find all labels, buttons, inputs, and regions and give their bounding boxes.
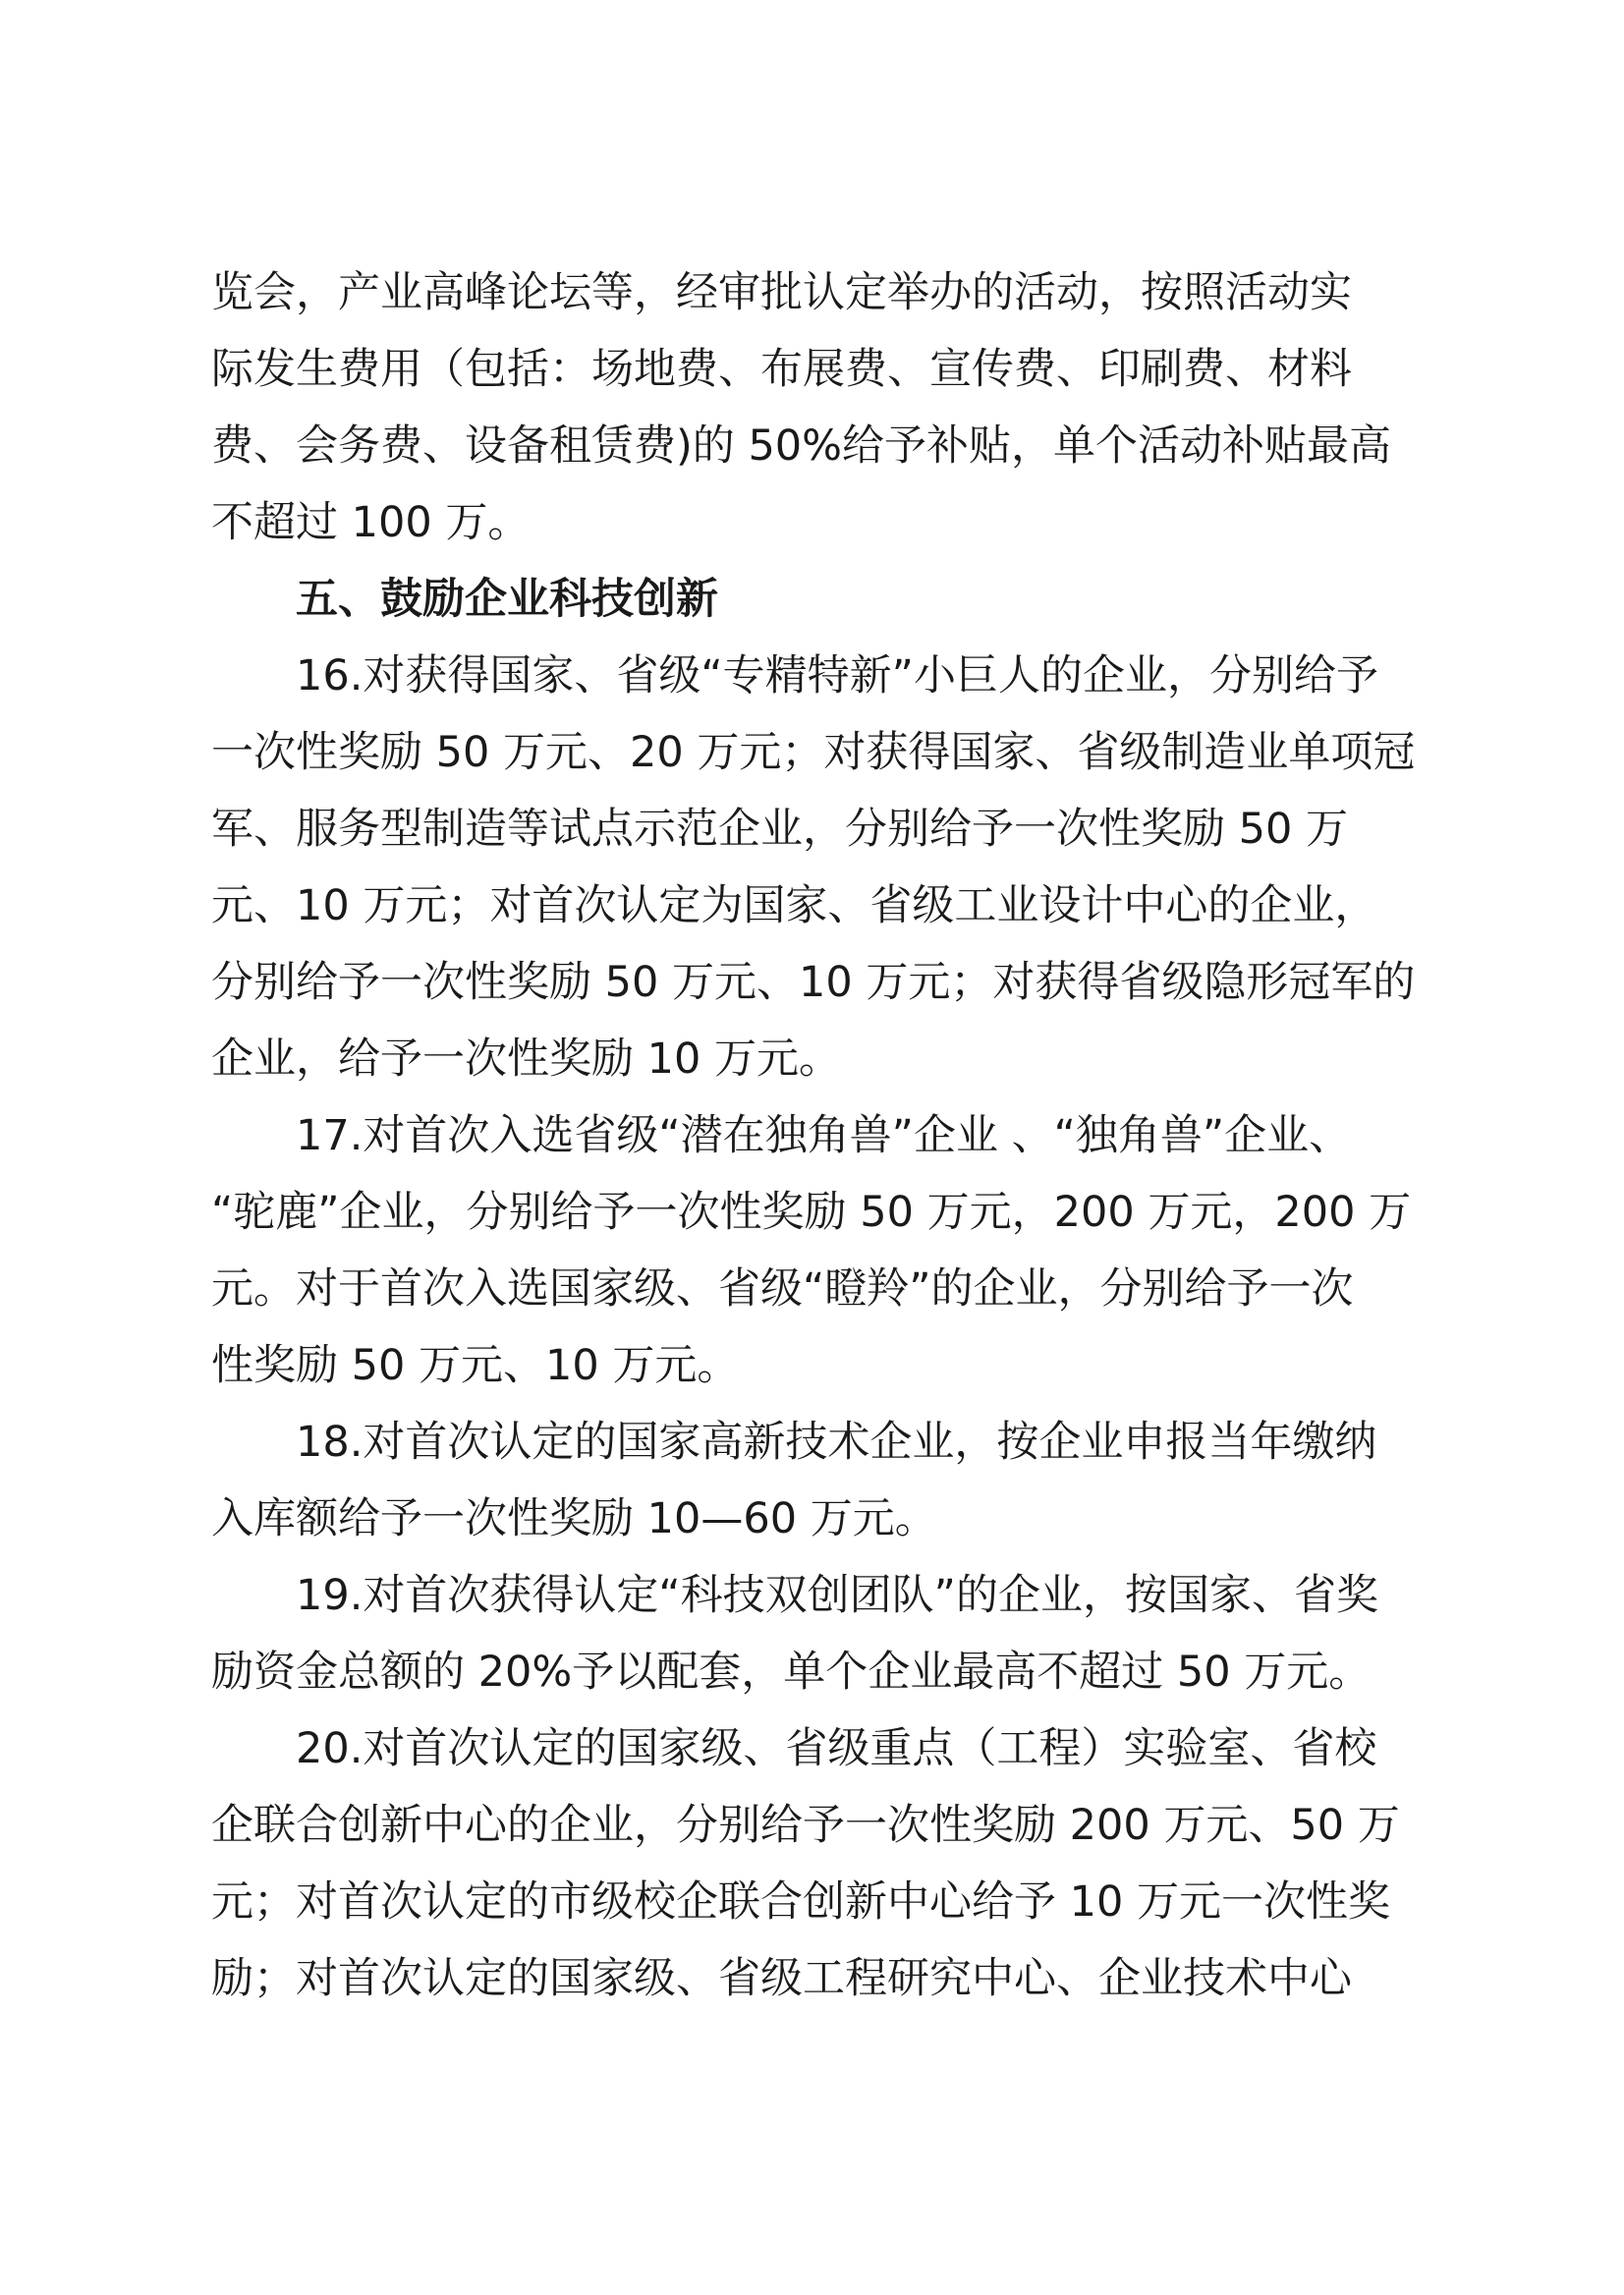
body-line: 18.对首次认定的国家高新技术企业，按企业申报当年缴纳 [296,1418,1377,1467]
body-line: 览会，产业高峰论坛等，经审批认定举办的活动，按照活动实 [211,268,1352,317]
body-line: 元、10 万元；对首次认定为国家、省级工业设计中心的企业， [211,881,1377,930]
body-line: 际发生费用（包括：场地费、布展费、宣传费、印刷费、材料 [211,345,1352,394]
body-line: 一次性奖励 50 万元、20 万元；对获得国家、省级制造业单项冠 [211,728,1416,777]
body-line: 20.对首次认定的国家级、省级重点（工程）实验室、省校 [296,1724,1377,1773]
body-line: 元。对于首次入选国家级、省级“瞪羚”的企业，分别给予一次 [211,1264,1354,1314]
body-line: 军、服务型制造等试点示范企业，分别给予一次性奖励 50 万 [211,805,1349,854]
body-line: 元；对首次认定的市级校企联合创新中心给予 10 万元一次性奖 [211,1877,1391,1927]
body-line: 励；对首次认定的国家级、省级工程研究中心、企业技术中心 [211,1954,1352,2003]
body-line: 不超过 100 万。 [211,498,531,547]
body-line: 企联合创新中心的企业，分别给予一次性奖励 200 万元、50 万 [211,1801,1400,1850]
body-line: 16.对获得国家、省级“专精特新”小巨人的企业，分别给予 [296,651,1378,700]
body-line: 入库额给予一次性奖励 10—60 万元。 [211,1494,937,1543]
body-line: 励资金总额的 20%予以配套，单个企业最高不超过 50 万元。 [211,1648,1372,1697]
section-heading: 五、鼓励企业科技创新 [296,575,718,624]
body-line: 17.对首次入选省级“潜在独角兽”企业 、“独角兽”企业、 [296,1111,1352,1160]
body-line: 费、会务费、设备租赁费)的 50%给予补贴，单个活动补贴最高 [211,421,1392,471]
body-line: 企业，给予一次性奖励 10 万元。 [211,1035,842,1084]
body-line: “驼鹿”企业，分别给予一次性奖励 50 万元，200 万元，200 万 [211,1188,1412,1237]
body-line: 性奖励 50 万元、10 万元。 [211,1341,740,1390]
body-line: 19.对首次获得认定“科技双创团队”的企业，按国家、省奖 [296,1571,1378,1620]
body-line: 分别给予一次性奖励 50 万元、10 万元；对获得省级隐形冠军的 [211,958,1416,1007]
document-page [211,0,1429,2295]
